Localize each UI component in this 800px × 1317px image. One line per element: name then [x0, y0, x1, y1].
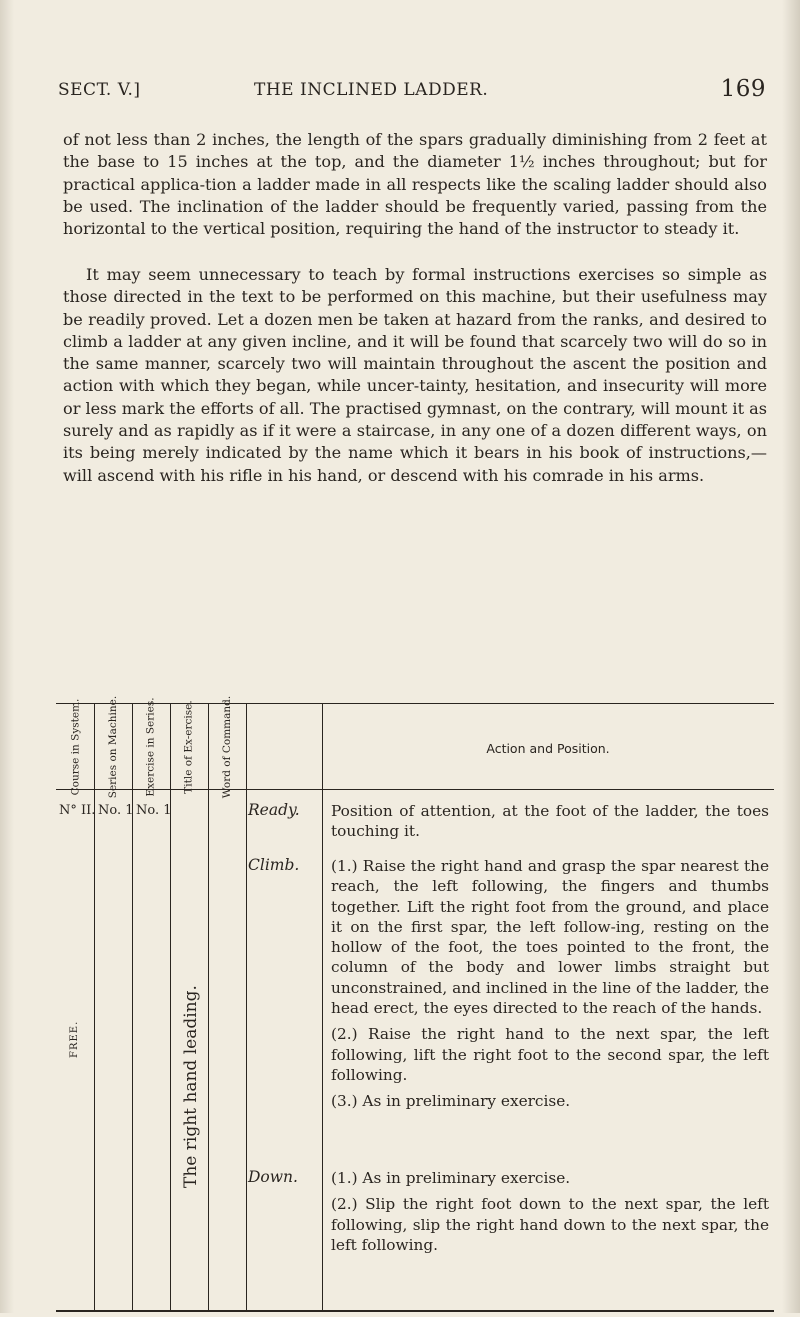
exercise-title: The right hand leading. [181, 985, 201, 1188]
chapter-title: THE INCLINED LADDER. [254, 80, 489, 100]
table-bottom-rule [56, 1310, 774, 1312]
column-divider [246, 703, 247, 1310]
column-divider [170, 703, 171, 1310]
header-title: Title of Ex-ercise. [183, 700, 195, 794]
column-divider [94, 703, 95, 1310]
action-climb [331, 856, 769, 1118]
header-course: Course in System. [69, 698, 81, 796]
action-text: Position of attention, at the foot of the ladder, the toes touching it. [331, 802, 769, 841]
course-free-label: FREE. [69, 1020, 80, 1058]
paragraph-2 [63, 264, 767, 487]
column-divider [132, 703, 133, 1310]
section-label: SECT. V.] [58, 80, 141, 100]
action-step-1: (1.) Raise the right hand and grasp the spar nearest the reach, the left following, the fingers and thumbs together. Lift the right foot from the ground, and place it on the first spar, the left follow-ing, resting on the hollow of the foot, the toes pointed to the front, the column of the body and lower limbs straight but unconstrained, and inclined in the line of the ladder, the head erect, the eyes directed to the reach of the hands. [331, 857, 769, 1018]
action-ready [331, 801, 769, 848]
header-series: Series on Machine. [107, 695, 120, 799]
column-divider [208, 703, 209, 1310]
course-number: N° II. [59, 803, 96, 818]
command-down: Down. [248, 1168, 298, 1186]
action-step-1: (1.) As in preliminary exercise. [331, 1169, 571, 1187]
paragraph-1 [63, 129, 767, 240]
page-shadow-right [782, 0, 800, 1313]
header-action: Action and Position. [486, 741, 610, 756]
table-top-rule [56, 703, 774, 704]
column-divider [322, 703, 323, 1310]
series-number: No. 1 [98, 803, 134, 818]
exercise-table [56, 695, 774, 1317]
exercise-number: No. 1 [136, 803, 172, 818]
command-climb: Climb. [248, 856, 300, 874]
paragraph-text: of not less than 2 inches, the length of the spars gradually diminishing from 2 feet at the base to 15 inches at the top, and the diameter 1½ inches throughout; but for practical applica-tion a ladder made in all respects like the scaling ladder should also be used. The inclination of the ladder should be frequently varied, passing from the horizontal to the vertical position, requiring the hand of the instructor to steady it. [63, 130, 767, 239]
page-shadow-left [0, 0, 14, 1313]
action-step-3: (3.) As in preliminary exercise. [331, 1092, 571, 1111]
paragraph-text: It may seem unnecessary to teach by formal instructions exercises so simple as those directed in the text to be performed on this machine, but their usefulness may be readily proved. Let a dozen men be taken at hazard from the ranks, and desired to climb a ladder at any given incline, and it will be found that scarcely two will do so in the same manner, scarcely two will maintain throughout the ascent the position and action with which they began, while uncer-tainty, hesitation, and insecurity will more or less mark the efforts of all. The practised gymnast, on the contrary, will mount it as surely and as rapidly as if it were a staircase, in any one of a dozen different ways, on its being merely indicated by the name which it bears in his book of instructions,—will ascend with his rifle in his hand, or descend with his comrade in his arms. [63, 265, 768, 485]
page-number: 169 [720, 76, 766, 102]
running-header [58, 76, 766, 110]
action-step-2: (2.) Raise the right hand to the next spar, the left following, lift the right foot to the second spar, the left following. [331, 1025, 769, 1084]
action-down [331, 1168, 769, 1261]
header-word: Word of Command. [221, 695, 233, 799]
action-step-2: (2.) Slip the right foot down to the next spar, the left following, slip the right hand down to the next spar, the left following. [331, 1195, 769, 1254]
command-ready: Ready. [248, 801, 300, 819]
header-exercise: Exercise in Series. [145, 697, 157, 797]
table-header-rule [56, 789, 774, 790]
